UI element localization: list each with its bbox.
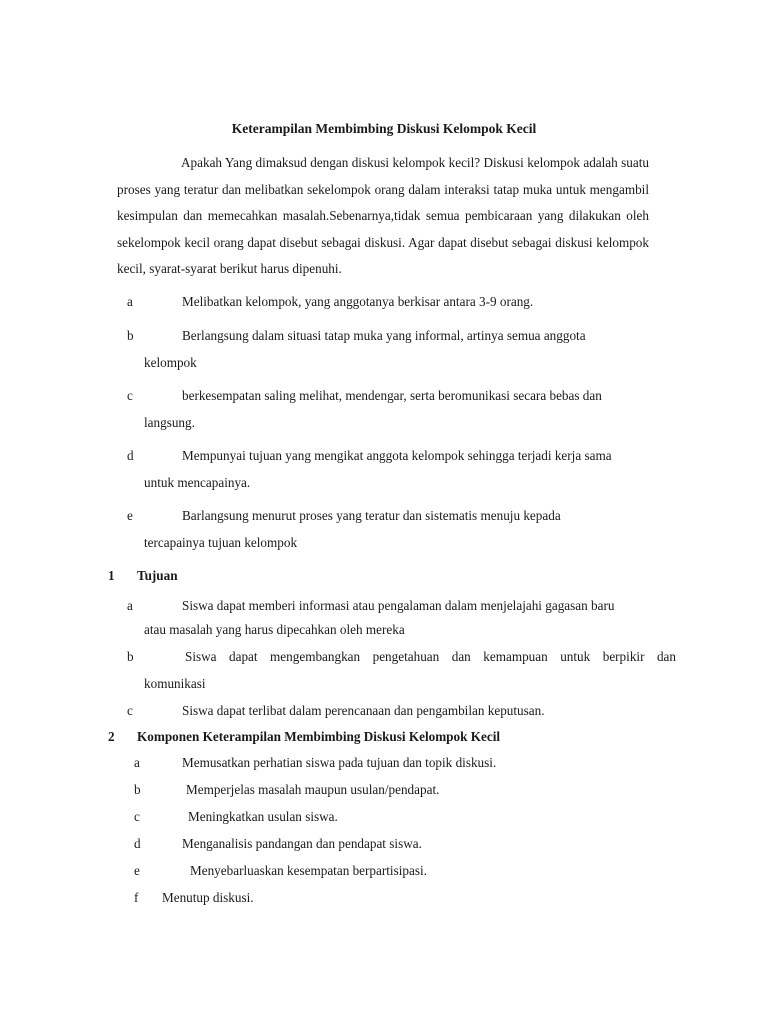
list-item-continuation: untuk mencapainya. [144,475,251,490]
list-marker: a [127,598,133,613]
list-item-continuation: atau masalah yang harus dipecahkan oleh mereka [144,622,405,637]
intro-paragraph [117,150,649,283]
list-item-text: Barlangsung menurut proses yang teratur dan sistematis menuju kepada [182,508,561,523]
section-number: 1 [108,568,115,583]
list-item-text: Memperjelas masalah maupun usulan/pendapat. [186,782,440,797]
list-item-continuation: langsung. [144,415,195,430]
list-marker: e [134,863,140,878]
list-item-text: Menutup diskusi. [162,890,254,905]
list-item-continuation: komunikasi [144,676,206,691]
list-item-continuation: kelompok [144,355,197,370]
list-marker: d [134,836,141,851]
list-item-text: Siswa dapat mengembangkan pengetahuan dan kemampuan untuk berpikir dan [185,649,676,664]
list-marker: a [127,294,133,309]
document-title: Keterampilan Membimbing Diskusi Kelompok Kecil [231,121,537,136]
list-marker: e [127,508,133,523]
list-item-text: Berlangsung dalam situasi tatap muka yang informal, artinya semua anggota [182,328,586,343]
list-marker: c [127,703,133,718]
list-item-text: Melibatkan kelompok, yang anggotanya berkisar antara 3-9 orang. [182,294,534,309]
section-number: 2 [108,729,115,744]
list-marker: c [134,809,140,824]
list-item-text: Menyebarluaskan kesempatan berpartisipasi. [190,863,427,878]
list-marker: a [134,755,140,770]
list-item-continuation: tercapainya tujuan kelompok [144,535,298,550]
list-marker: d [127,448,134,463]
list-item-text: Menganalisis pandangan dan pendapat siswa. [182,836,422,851]
list-item-text: Memusatkan perhatian siswa pada tujuan dan topik diskusi. [182,755,497,770]
list-item-text: Siswa dapat memberi informasi atau pengalaman dalam menjelajahi gagasan baru [182,598,615,613]
list-marker: f [134,890,139,905]
section-title: Tujuan [137,568,178,583]
list-marker: b [134,782,141,797]
section-title: Komponen Keterampilan Membimbing Diskusi Kelompok Kecil [137,729,501,744]
list-item-text: Meningkatkan usulan siswa. [188,809,338,824]
list-item-text: Mempunyai tujuan yang mengikat anggota kelompok sehingga terjadi kerja sama [182,448,612,463]
intro-text: Apakah Yang dimaksud dengan diskusi kelompok kecil? Diskusi kelompok adalah suatu proses yang teratur dan melibatkan sekelompok orang dalam interaksi tatap muka untuk mengambil kesimpulan dan memecahkan masalah.Sebenarnya,tidak semua pembicaraan yang dilakukan oleh sekelompok kecil orang dapat disebut sebagai diskusi. Agar dapat disebut sebagai diskusi kelompok kecil, syarat-syarat berikut harus dipenuhi. [117,155,649,277]
list-item-text: Siswa dapat terlibat dalam perencanaan dan pengambilan keputusan. [182,703,545,718]
list-marker: b [127,328,134,343]
list-item-text: berkesempatan saling melihat, mendengar, serta beromunikasi secara bebas dan [182,388,602,403]
list-marker: c [127,388,133,403]
list-marker: b [127,649,134,664]
